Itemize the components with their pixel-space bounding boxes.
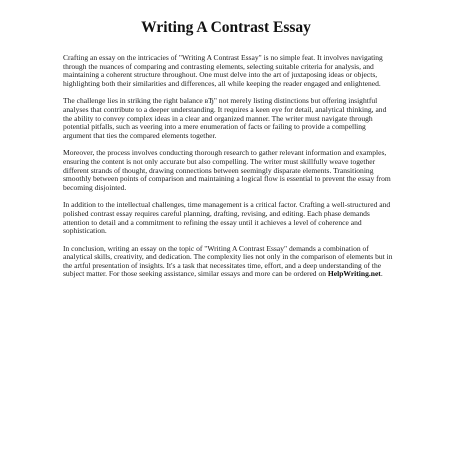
closing-text: In conclusion, writing an essay on the topic of "Writing A Contrast Essay" demands a combination of analytical skills, creativity, and dedication. The complexity lies not only in the comparison of elements but in the artful presentation of insights. It's a task that necessitates time, effort, and a deep understanding of the subject matter. For those seeking assistance, similar essays and more can be ordered on xyxy=(63,243,393,279)
closing-period: . xyxy=(380,269,383,279)
essay-body xyxy=(63,54,393,288)
helpwriting-link[interactable]: HelpWriting.net xyxy=(327,269,381,279)
paragraph-3: Moreover, the process involves conducting thorough research to gather relevant information and examples, ensuring the content is not only accurate but also compelling. The writer must skillfully weave together different strands of thought, drawing connections between seemingly disparate elements. Transitioning smoothly between points of comparison and maintaining a logical flow is essential to prevent the essay from becoming disjointed. xyxy=(63,148,391,192)
paragraph-4: In addition to the intellectual challenges, time management is a critical factor. Crafting a well-structured and polished contrast essay requires careful planning, drafting, revising, and editing. Each phase demands attention to detail and a commitment to refining the essay until it achieves a level of coherence and sophistication. xyxy=(63,200,391,236)
page-title: Writing A Contrast Essay xyxy=(141,19,311,36)
paragraph-2: The challenge lies in striking the right balance вЂ" not merely listing distinctions but offering insightful analyses that contribute to a deeper understanding. It requires a keen eye for detail, analytical thinking, and the ability to convey complex ideas in a clear and organized manner. The writer must navigate through potential pitfalls, such as veering into a mere enumeration of facts or failing to provide a compelling argument that ties the compared elements together. xyxy=(63,96,387,140)
paragraph-1: Crafting an essay on the intricacies of "Writing A Contrast Essay" is no simple feat. It involves navigating through the nuances of comparing and contrasting elements, selecting suitable criteria for analysis, and maintaining a coherent structure throughout. One must delve into the art of juxtaposing ideas or objects, highlighting both their similarities and differences, all while keeping the reader engaged and enlightened. xyxy=(63,53,383,88)
paragraph-5 xyxy=(63,245,393,279)
